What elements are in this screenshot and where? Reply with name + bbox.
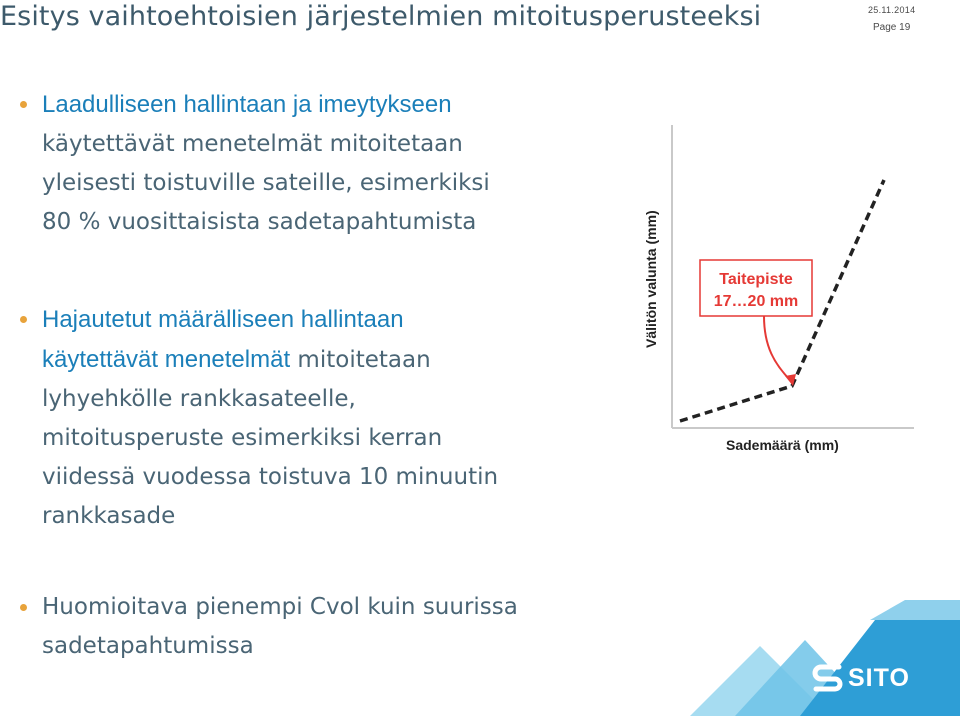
highlight-text: Laadulliseen hallintaan ja imeytykseen bbox=[42, 91, 452, 118]
bullet-text: sadetapahtumissa bbox=[42, 633, 254, 659]
bullet-text: käytettävät menetelmät mitoitetaan bbox=[42, 131, 463, 157]
bullet-text: yleisesti toistuville sateille, esimerkiksi bbox=[42, 170, 490, 196]
bullet-text: mitoitetaan bbox=[290, 347, 431, 373]
bullet-quantity-management bbox=[42, 300, 582, 536]
bullet-text: mitoitusperuste esimerkiksi kerran bbox=[42, 425, 443, 451]
slide-date: 25.11.2014 bbox=[868, 5, 916, 15]
runoff-chart bbox=[636, 120, 936, 465]
annotation-title: Taitepiste bbox=[719, 271, 793, 288]
bullet-text: viidessä vuodessa toistuva 10 minuutin bbox=[42, 464, 499, 490]
annotation-range: 17…20 mm bbox=[713, 293, 799, 310]
annotation-arrow bbox=[764, 316, 792, 382]
bullet-text: 80 % vuosittaisista sadetapahtumista bbox=[42, 209, 477, 235]
sito-logo-text: SITO bbox=[848, 664, 910, 692]
page-number: Page 19 bbox=[873, 22, 911, 33]
bullet-text: Huomioitava pienempi Cvol kuin suurissa bbox=[42, 594, 518, 620]
bullet-text: rankkasade bbox=[42, 503, 176, 529]
x-axis-label: Sademäärä (mm) bbox=[726, 437, 839, 453]
highlight-text: käytettävät menetelmät bbox=[42, 346, 291, 373]
decorative-shapes bbox=[640, 600, 960, 716]
bullet-cvol-note bbox=[42, 588, 602, 666]
sito-logo-icon bbox=[811, 661, 845, 695]
highlight-text: Hajautetut määrälliseen hallintaan bbox=[42, 306, 404, 333]
bullet-text: lyhyehkölle rankkasateelle, bbox=[42, 386, 356, 412]
slide-title: Esitys vaihtoehtoisien järjestelmien mitoitusperusteeksi bbox=[0, 1, 762, 32]
y-axis-label: Välitön valunta (mm) bbox=[643, 210, 659, 348]
deco-band bbox=[870, 600, 960, 620]
bullet-quality-management bbox=[42, 85, 562, 242]
